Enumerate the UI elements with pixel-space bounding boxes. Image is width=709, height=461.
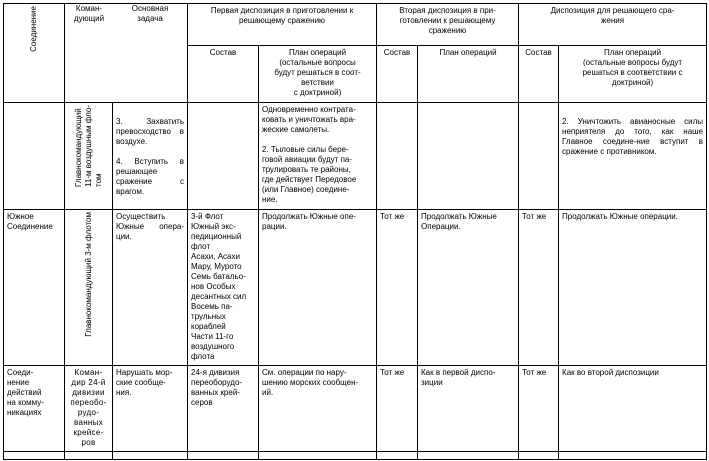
row2-d3-plan: Продолжать Южные операции. <box>559 210 707 366</box>
row1-task-item-3: 3. Захватить превосходство в воздухе. <box>116 117 185 146</box>
row1-d1-plan-part-1: Одновременно контрата- ковать и уничтожать вра- жеские самолеты. <box>262 105 356 134</box>
table-row <box>4 103 707 210</box>
row1-connection <box>4 103 65 210</box>
row3-d3-plan: Как во второй диспозиции <box>559 366 707 452</box>
empty-cell <box>188 452 259 460</box>
header-d1-plan: План операций (остальные вопросы будут решаться в соот- ветствии с доктриной) <box>259 46 377 103</box>
header-commander-task <box>65 4 188 103</box>
header-main-task: Основная задача <box>131 4 169 23</box>
header-connection <box>4 4 65 103</box>
row2-d1-composition: 3-й Флот Южный экс- педиционный флот Асахи, Асахи Мару, Мурото Семь батальо- нов Особых десантных сил Восемь па- трульных кораблей Части 11-го воздушного флота <box>188 210 259 366</box>
row1-d1-composition <box>188 103 259 210</box>
empty-cell <box>259 452 377 460</box>
row3-d2-composition: Тот же <box>377 366 418 452</box>
row3-d1-plan: См. операции по нару- шению морских сообщен- ий. <box>259 366 377 452</box>
header-d1-composition: Состав <box>188 46 259 103</box>
row1-d1-plan-part-2: 2. Тыловые силы бере- говой авиации будут па- трулировать те районы, где действует Передовое (или Главное) соедине- ние. <box>262 145 357 204</box>
row1-d1-plan <box>259 103 377 210</box>
row3-commander: Коман- дир 24-й дивизии переобо- рудо- ванных крейсе- ров <box>65 366 113 452</box>
row2-connection: Южное Соединение <box>4 210 65 366</box>
header-d3-plan: План операций (остальные вопросы будут решаться в соответствии с доктриной) <box>559 46 707 103</box>
header-d2-composition: Состав <box>377 46 418 103</box>
table-row-cut-off <box>4 452 707 460</box>
row2-commander <box>65 210 113 366</box>
row1-commander-text: Главнокомандующий 11-м воздушным фло- том <box>73 105 103 187</box>
row1-commander <box>65 103 113 210</box>
empty-cell <box>559 452 707 460</box>
header-d3-composition: Состав <box>519 46 559 103</box>
row3-task: Нарушать мор- ские сообще- ния. <box>113 366 188 452</box>
empty-cell <box>113 452 188 460</box>
header-disposition-2: Вторая диспозиция в при- готовлении к решающему сражению <box>377 4 519 46</box>
row1-task <box>113 103 188 210</box>
empty-cell <box>65 452 113 460</box>
dispositions-table <box>3 3 707 460</box>
row2-d1-plan: Продолжать Южные опе- рации. <box>259 210 377 366</box>
row1-d2-plan <box>418 103 519 210</box>
row2-task: Осуществить Южные опера-ции. <box>113 210 188 366</box>
empty-cell <box>4 452 65 460</box>
row1-d3-plan-text: 2. Уничтожить авианосные силы неприятеля до того, как наше Главное соедине-ние вступит в сражение с противником. <box>562 117 704 156</box>
row3-d1-composition: 24-я дивизия переоборудо- ванных крей- серов <box>188 366 259 452</box>
row3-d3-composition: Тот же <box>519 366 559 452</box>
header-d2-plan: План операций <box>418 46 519 103</box>
row1-task-item-4: 4. Вступить в решающее сражение с врагом. <box>116 157 185 196</box>
header-commander: Коман- дующий <box>73 4 105 23</box>
header-connection-text: Соединение <box>29 6 38 52</box>
header-disposition-3: Диспозиция для решающего сра- жения <box>519 4 707 46</box>
empty-cell <box>418 452 519 460</box>
row3-connection: Соеди- нение действий на комму- никациях <box>4 366 65 452</box>
row3-d2-plan: Как в первой диспо- зиции <box>418 366 519 452</box>
row2-d2-composition: Тот же <box>377 210 418 366</box>
table-row <box>4 210 707 366</box>
empty-cell <box>377 452 418 460</box>
row2-d3-composition: Тот же <box>519 210 559 366</box>
table-row <box>4 366 707 452</box>
empty-cell <box>519 452 559 460</box>
row1-d3-composition <box>519 103 559 210</box>
row2-d2-plan: Продолжать Южные Операции. <box>418 210 519 366</box>
row2-commander-text: Главнокомандующий 3-м флотом <box>83 212 93 337</box>
row1-d3-plan <box>559 103 707 210</box>
header-disposition-1: Первая диспозиция в приготовлении к решающему сражению <box>188 4 377 46</box>
header-row-1 <box>4 4 707 46</box>
row1-d2-composition <box>377 103 418 210</box>
